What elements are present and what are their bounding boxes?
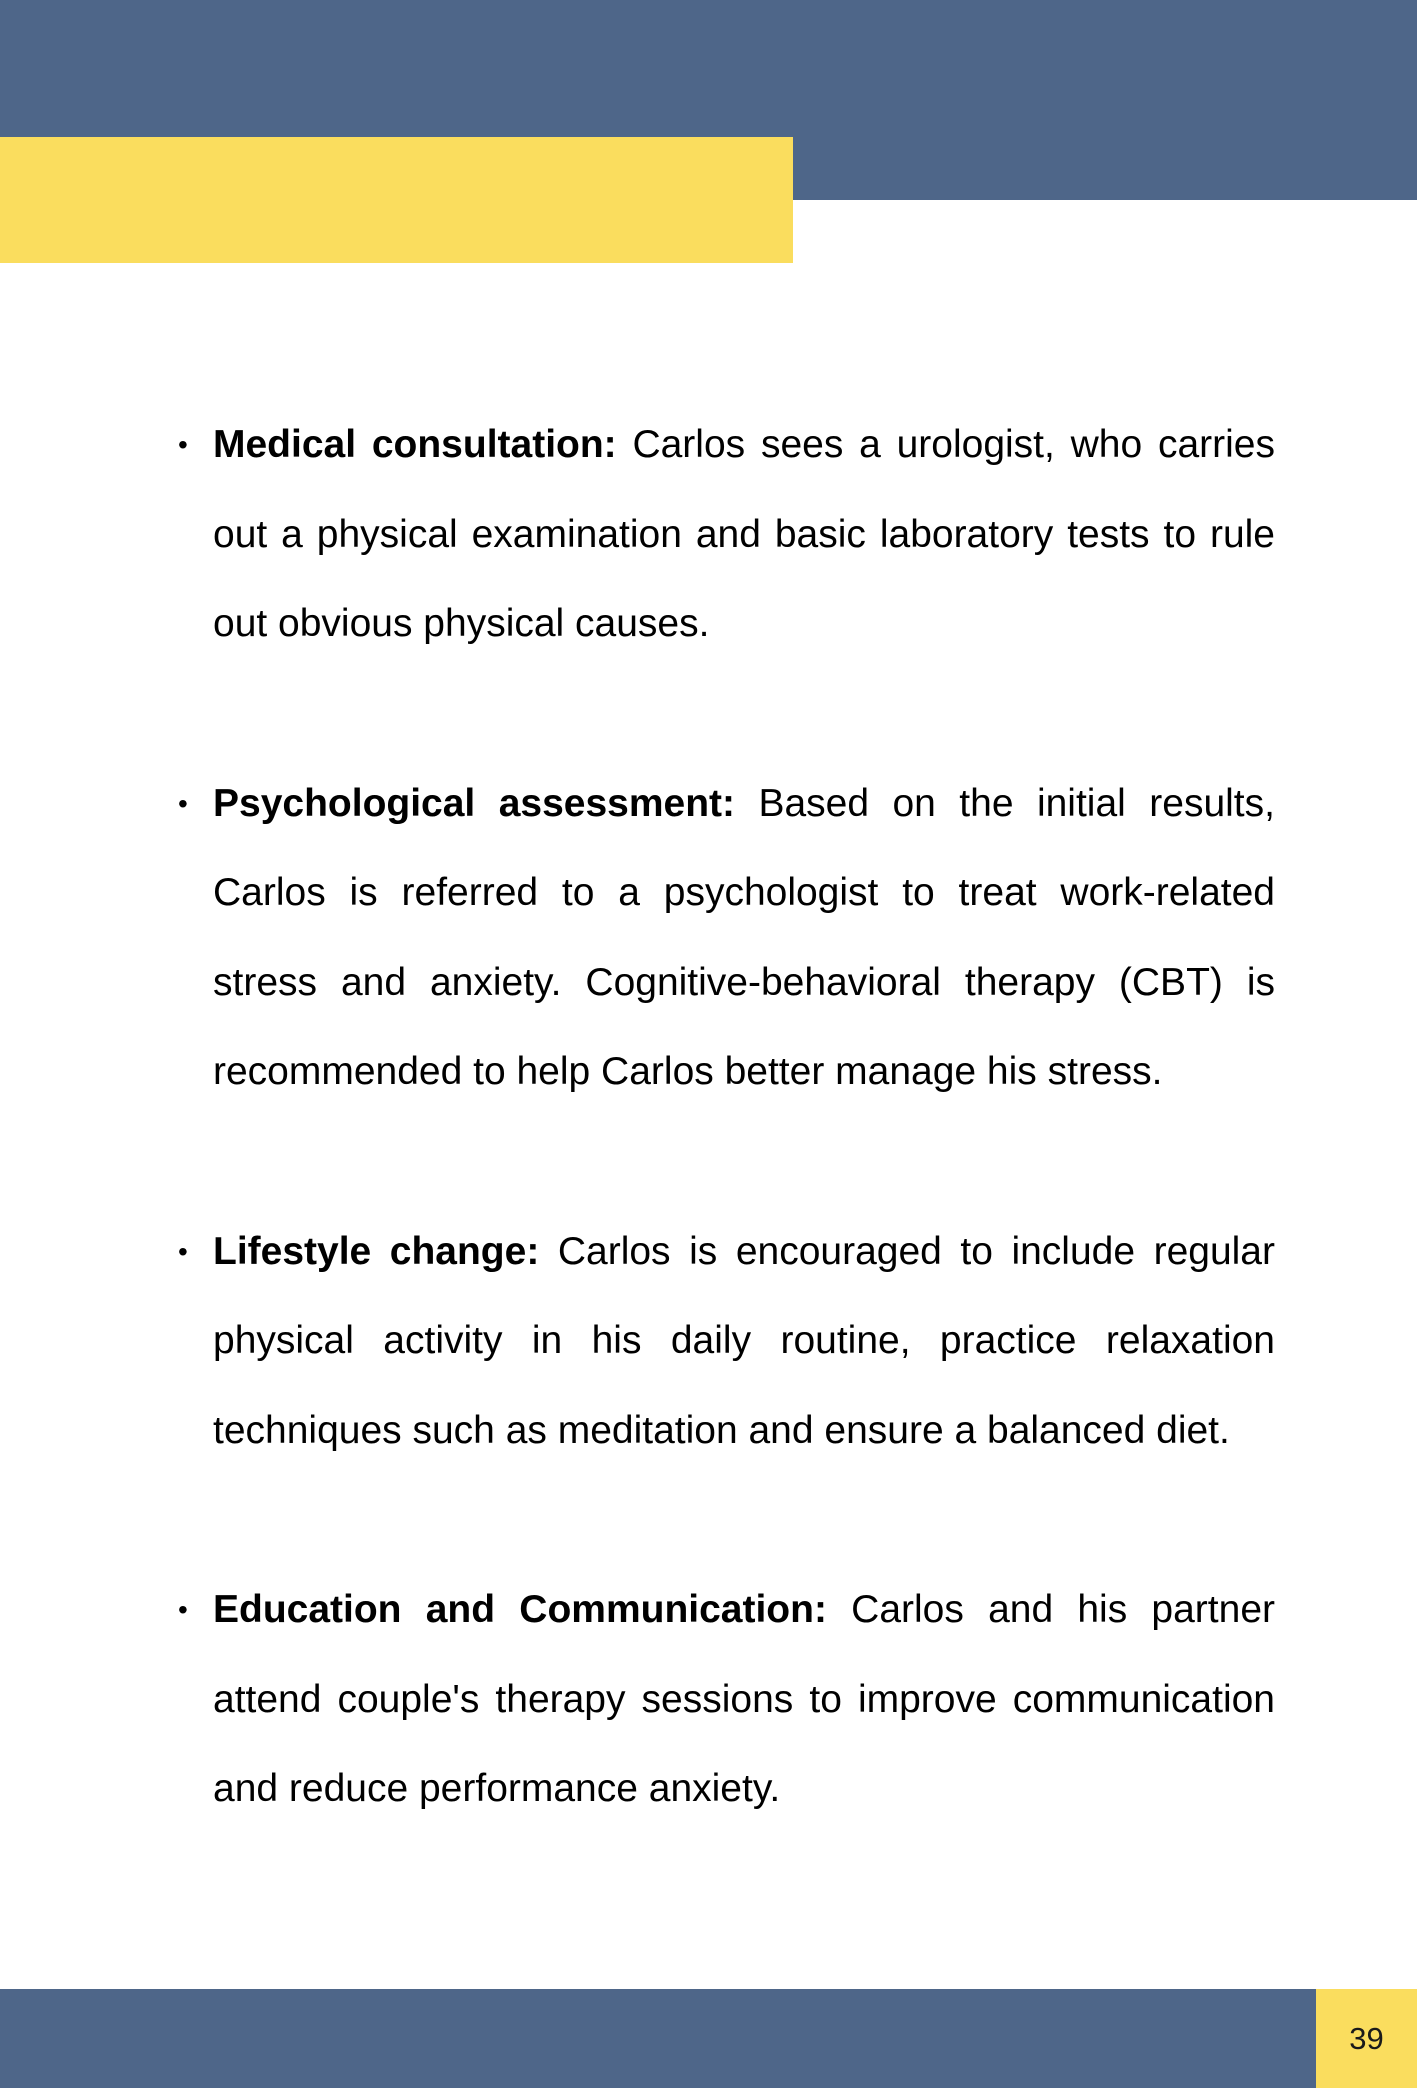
item-term: Education and Communication: [213,1588,852,1631]
footer-band [0,1989,1417,2088]
item-text: Carlos is encouraged to include regular physical activity in his daily routine, practice relaxation techniques such as meditation and ensure a balanced diet. [213,1229,1275,1452]
item-term: Psychological assessment: [213,781,759,825]
bullet-icon: • [178,787,188,819]
bullet-icon: • [178,429,188,460]
bullet-list [178,400,1275,1834]
page-content [178,400,1275,1924]
list-item [178,1207,1275,1476]
list-item [178,400,1275,669]
page-number-box [1316,1989,1417,2088]
item-text: Carlos and his partner attend couple's therapy sessions to improve communication and reduce performance anxiety. [213,1588,1275,1810]
bullet-icon: • [178,1235,188,1267]
list-item [178,759,1275,1117]
page-number: 39 [1349,2020,1384,2056]
header-accent-band [0,137,793,263]
list-item [178,1565,1275,1834]
item-term: Lifestyle change: [213,1229,558,1273]
bullet-icon: • [178,1594,188,1625]
item-text: Carlos sees a urologist, who carries out a physical examination and basic laboratory tests to rule out obvious physical causes. [213,423,1275,645]
item-text: Based on the initial results, Carlos is referred to a psychologist to treat work-related stress and anxiety. Cognitive-behavioral therapy (CBT) is recommended to help Carlos better manage his stress. [213,781,1275,1093]
item-term: Medical consultation: [213,423,633,466]
